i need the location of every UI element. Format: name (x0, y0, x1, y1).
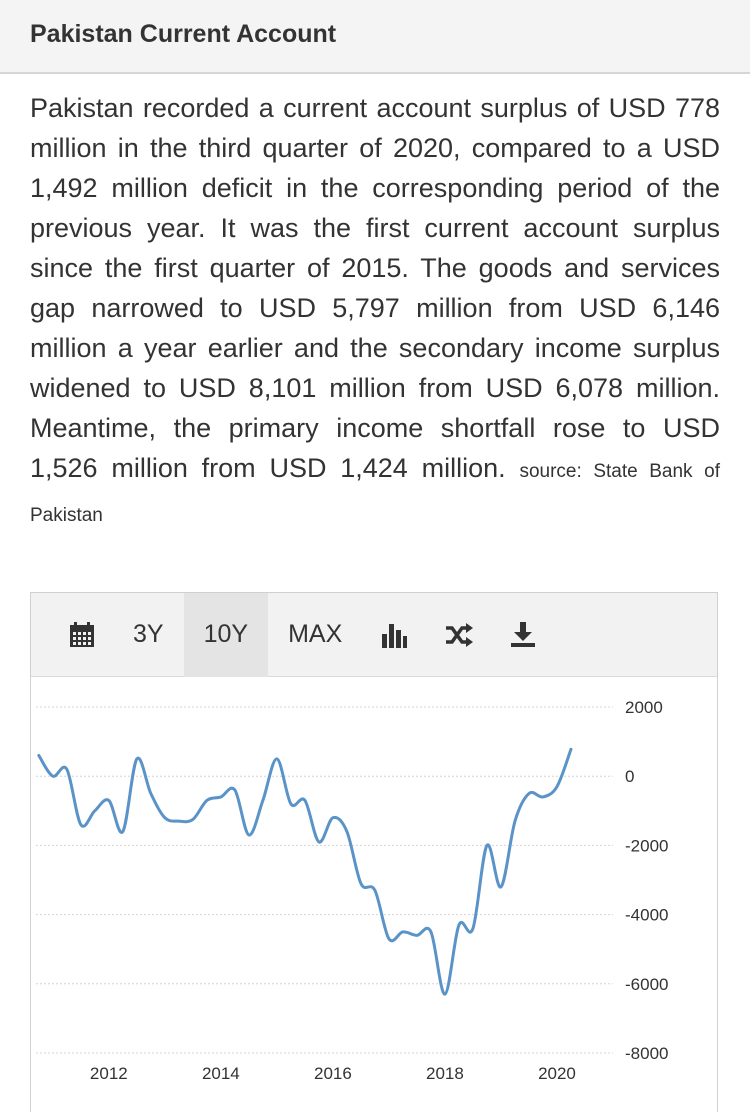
series-line-current-account (39, 749, 571, 994)
x-tick-label: 2012 (89, 1064, 128, 1083)
bar-chart-icon[interactable] (362, 593, 426, 677)
x-tick-label: 2020 (538, 1064, 576, 1083)
range-10y-button[interactable]: 10Y (184, 593, 268, 677)
page-header (0, 0, 750, 74)
x-tick-label: 2016 (313, 1064, 352, 1083)
source-note: source: State Bank of Pakistan (30, 461, 720, 526)
y-tick-label: 0 (625, 767, 635, 787)
x-tick-label: 2018 (426, 1064, 464, 1083)
range-3y-button[interactable]: 3Y (133, 620, 164, 648)
page-title: Pakistan Current Account (30, 20, 337, 48)
y-tick-label: -8000 (625, 1044, 669, 1063)
x-tick-label: 2014 (201, 1064, 240, 1083)
y-tick-label: 2000 (625, 698, 663, 717)
calendar-icon[interactable] (51, 593, 113, 677)
description (30, 88, 720, 536)
y-tick-label: -6000 (625, 974, 669, 994)
range-max-button[interactable]: MAX (288, 620, 343, 648)
description-text: Pakistan recorded a current account surplus of USD 778 million in the third quarter of 2020, compared to a USD 1,492 million deficit in the corresponding period of the previous year. It was the first current account surplus since the first quarter of 2015. The goods and services gap narrowed to USD 5,797 million from USD 6,146 million a year earlier and the secondary income surplus widened to USD 8,101 million from USD 6,078 million. Meantime, the primary income shortfall rose to USD 1,526 million from USD 1,424 million. (30, 93, 720, 483)
chart-toolbar (31, 593, 717, 677)
y-tick-label: -4000 (625, 905, 669, 925)
line-chart (31, 677, 717, 1091)
y-tick-label: -2000 (625, 836, 669, 856)
chart-container (30, 592, 718, 1112)
download-icon[interactable] (492, 593, 554, 677)
shuffle-icon[interactable] (426, 593, 492, 677)
